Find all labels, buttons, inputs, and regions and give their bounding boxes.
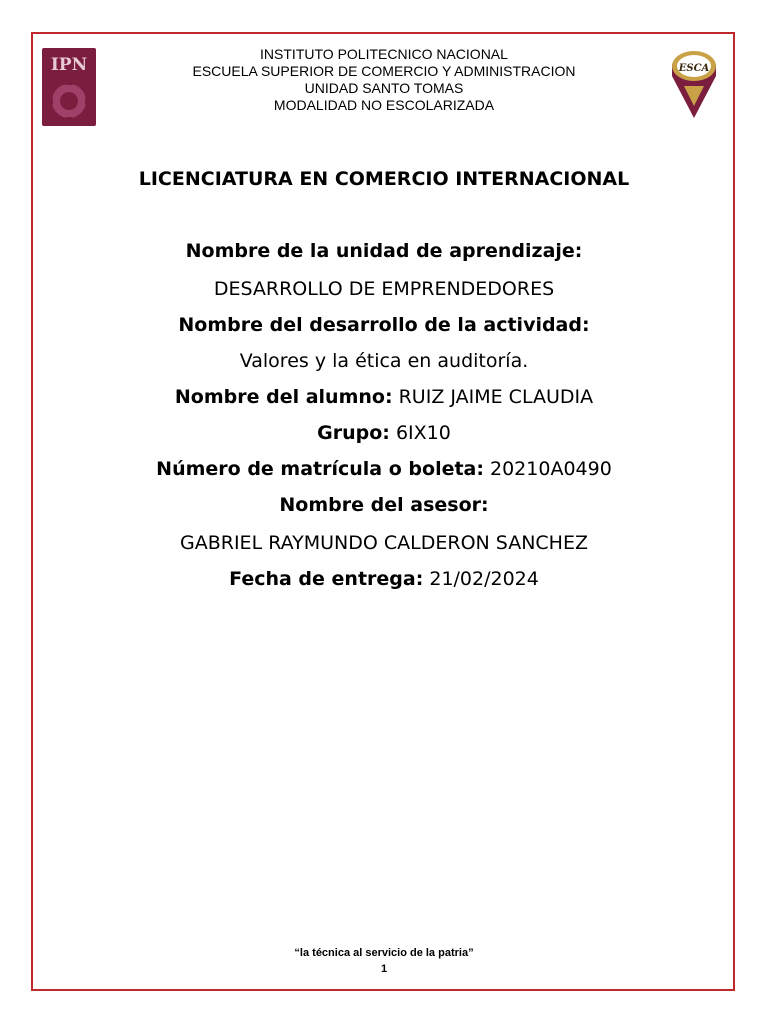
campus-name: UNIDAD SANTO TOMAS [304,80,464,96]
grupo-line [60,422,708,444]
svg-text:ESCA: ESCA [678,63,710,74]
matricula-label: Número de matrícula o boleta: [156,458,484,480]
motto: “la técnica al servicio de la patria” [294,947,474,959]
unidad-label: Nombre de la unidad de aprendizaje: [185,240,583,262]
grupo-label: Grupo: [317,422,390,444]
esca-logo [668,46,720,120]
asesor-value: GABRIEL RAYMUNDO CALDERON SANCHEZ [180,532,588,554]
fecha-line [60,568,708,590]
school-name: ESCUELA SUPERIOR DE COMERCIO Y ADMINISTRACION [192,63,576,79]
matricula-line [60,458,708,480]
alumno-line [60,386,708,408]
ipn-logo [40,46,98,128]
institution-name: INSTITUTO POLITECNICO NACIONAL [260,46,508,62]
actividad-label: Nombre del desarrollo de la actividad: [178,314,590,336]
institution-header [160,46,608,114]
fecha-value: 21/02/2024 [423,568,539,590]
actividad-value: Valores y la ética en auditoría. [239,350,529,372]
unidad-value: DESARROLLO DE EMPRENDEDORES [213,278,555,300]
svg-text:IPN: IPN [50,55,88,75]
alumno-label: Nombre del alumno: [174,386,393,408]
degree-title: LICENCIATURA EN COMERCIO INTERNACIONAL [138,168,630,190]
page-number: 1 [380,963,388,975]
grupo-value: 6IX10 [389,422,451,444]
modality: MODALIDAD NO ESCOLARIZADA [273,97,495,113]
asesor-label: Nombre del asesor: [279,494,489,516]
fecha-label: Fecha de entrega: [229,568,424,590]
page-footer [184,945,584,977]
alumno-value: RUIZ JAIME CLAUDIA [392,386,594,408]
matricula-value: 20210A0490 [483,458,612,480]
